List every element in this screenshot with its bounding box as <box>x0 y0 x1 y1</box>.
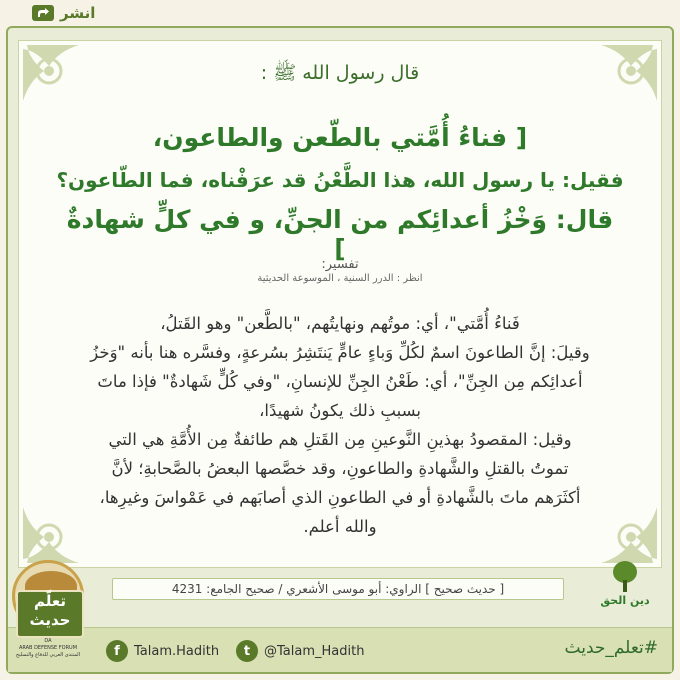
footer-bar <box>8 627 672 672</box>
explanation-text <box>89 309 591 541</box>
facebook-handle: Talam.Hadith <box>134 643 220 659</box>
forum-badge <box>6 560 90 660</box>
explanation-paragraph: وقيلَ: إنَّ الطاعونَ اسمٌ لكُلِّ وَباءٍ عامٍّ يَنتَشِرُ بسُرعةٍ، وفسَّره هنا بأنه "وَخزُ أعدائِكم مِن الجِنِّ"، أي: طَعْنُ الجِنِّ للإنسانِ، "وفي كُلٍّ شَهادةٌ" فإذا ماتَ بسببِ ذلك يكونُ شهيدًا، <box>90 343 590 420</box>
twitter-handle: @Talam_Hadith <box>264 643 365 659</box>
share-label: انشر <box>60 4 96 22</box>
hashtag[interactable]: #تعلم_حديث <box>564 638 658 658</box>
badge-sign <box>16 590 84 638</box>
badge-caption <box>6 638 90 659</box>
hadith-card <box>6 26 674 674</box>
top-bar <box>0 0 680 26</box>
share-button[interactable] <box>32 3 95 23</box>
badge-caption-en: ARAB DEFENSE FORUM <box>18 645 78 651</box>
hadith-line-1: [ فناءُ أُمَّتي بالطّعن والطاعون، <box>152 123 528 152</box>
explanation-paragraph: فَناءُ أُمَّتي"، أي: موتُهم ونهايتُهم، "بالطَّعن" وهو القَتلُ، <box>160 314 520 333</box>
share-icon <box>32 5 54 21</box>
facebook-icon: f <box>106 640 128 662</box>
hadith-intro: قال رسول الله ﷺ : <box>260 62 420 84</box>
badge-line-2: حديث <box>29 611 71 629</box>
tafseer-title: تفسير: <box>321 257 359 272</box>
deen-alhaq-logo <box>600 560 650 618</box>
hadith-line-2: فقيل: يا رسول الله، هذا الطَّعْنُ قد عرَفْناه، فما الطّاعون؟ <box>56 168 624 192</box>
twitter-icon: t <box>236 640 258 662</box>
explanation-paragraph: وقيل: المقصودُ بهذينِ النَّوعينِ مِن القَتلِ هم طائفةٌ مِن الأُمَّةِ هي التي تموتُ بالقتلِ والشَّهادةِ والطاعونِ، وقد خصَّصها البعضُ بالصَّحابةِ؛ لأنَّ أكثَرَهم ماتَ بالشَّهادةِ أو في الطاعونِ الذي أصابَهم في عَمْواسَ وغيرِها، والله أعلم. <box>99 430 581 536</box>
tree-icon <box>610 560 640 594</box>
hadith-source: [ حديث صحيح ] الراوي: أبو موسى الأشعري / صحيح الجامع: 4231 <box>112 578 564 600</box>
facebook-link[interactable] <box>106 640 219 662</box>
badge-caption-top: DA <box>44 638 52 644</box>
tafseer-reference: انظر : الدرر السنية ، الموسوعة الحديثية <box>257 273 423 284</box>
badge-line-1: تعلّم <box>34 592 66 610</box>
content-panel <box>18 40 662 568</box>
badge-caption-ar: المنتدى العربي للدفاع والتسليح <box>15 652 81 658</box>
hadith-line-3: قال: وَخْزُ أعدائِكم من الجنِّ، و في كلٍّ شهادةٌ ] <box>66 205 614 263</box>
logo-text: دين الحق <box>600 594 650 607</box>
twitter-link[interactable] <box>236 640 364 662</box>
